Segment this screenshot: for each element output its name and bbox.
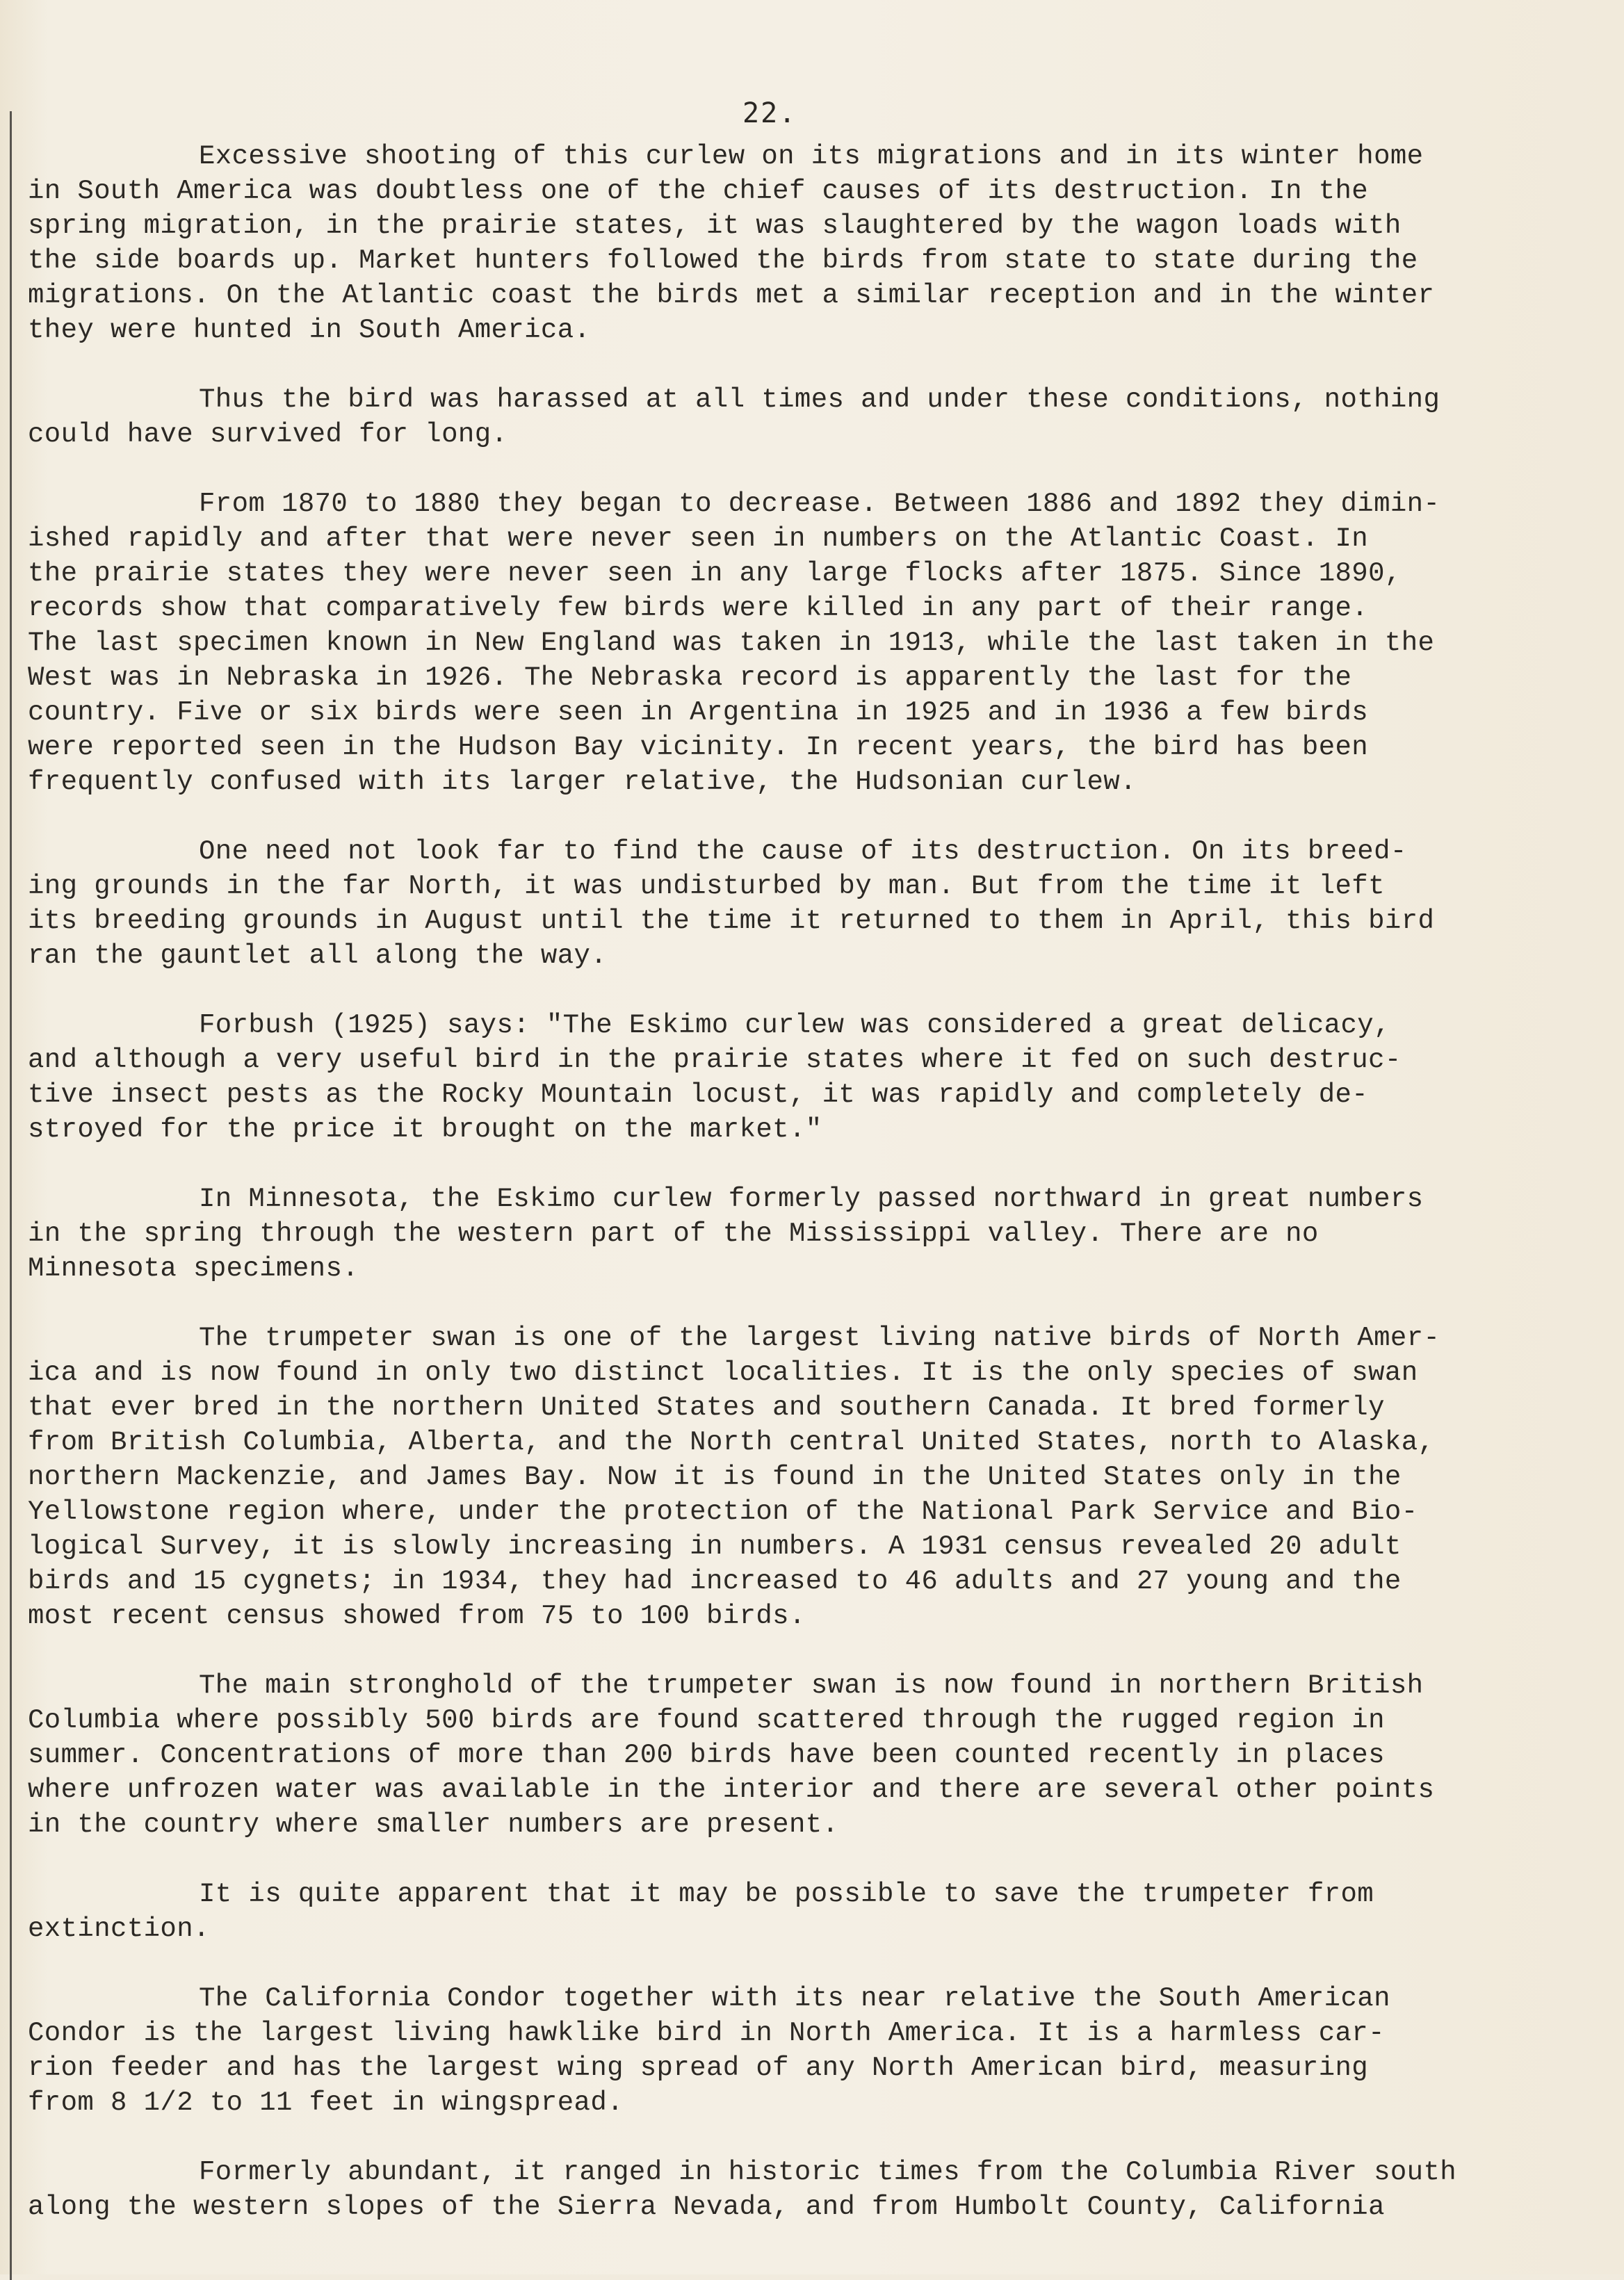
- text-line: its breeding grounds in August until the time it returned to them in April, this bird: [28, 906, 1435, 936]
- text-line: From 1870 to 1880 they began to decrease. Between 1886 and 1892 they dimin-: [199, 489, 1440, 519]
- text-line: where unfrozen water was available in the interior and there are several other points: [28, 1775, 1435, 1805]
- body-text: [28, 139, 1543, 2224]
- text-line: records show that comparatively few birds were killed in any part of their range.: [28, 593, 1369, 624]
- text-line: extinction.: [28, 1914, 210, 1944]
- text-line: One need not look far to find the cause of its destruction. On its breed-: [199, 836, 1407, 867]
- text-line: along the western slopes of the Sierra Nevada, and from Humbolt County, California: [28, 2192, 1385, 2222]
- text-line: summer. Concentrations of more than 200 birds have been counted recently in places: [28, 1740, 1385, 1770]
- text-line: stroyed for the price it brought on the market.": [28, 1114, 822, 1145]
- text-line: Excessive shooting of this curlew on its migrations and in its winter home: [199, 141, 1424, 172]
- text-line: It is quite apparent that it may be possible to save the trumpeter from: [199, 1879, 1374, 1909]
- paragraph-curlew-shooting: [28, 139, 1543, 348]
- text-line: Formerly abundant, it ranged in historic times from the Columbia River south: [199, 2157, 1457, 2188]
- text-line: The trumpeter swan is one of the largest living native birds of North Amer-: [199, 1323, 1440, 1353]
- text-line: could have survived for long.: [28, 419, 508, 450]
- text-line: from 8 1/2 to 11 feet in wingspread.: [28, 2087, 624, 2118]
- text-line: birds and 15 cygnets; in 1934, they had increased to 46 adults and 27 young and the: [28, 1566, 1402, 1597]
- text-line: Thus the bird was harassed at all times and under these conditions, nothing: [199, 384, 1440, 415]
- paragraph-trumpeter-swan: [28, 1321, 1543, 1634]
- paragraph-decline-timeline: [28, 487, 1543, 799]
- paragraph-cause-of-destruction: [28, 834, 1543, 973]
- paragraph-harassed: [28, 382, 1543, 452]
- text-line: The main stronghold of the trumpeter swan is now found in northern British: [199, 1670, 1424, 1701]
- text-line: most recent census showed from 75 to 100 birds.: [28, 1601, 806, 1631]
- text-line: The last specimen known in New England was taken in 1913, while the last taken in the: [28, 628, 1435, 658]
- text-line: northern Mackenzie, and James Bay. Now it is found in the United States only in the: [28, 1462, 1402, 1492]
- text-line: from British Columbia, Alberta, and the North central United States, north to Alaska,: [28, 1427, 1435, 1458]
- binding-edge-line: [10, 111, 12, 2280]
- paragraph-california-condor: [28, 1981, 1543, 2120]
- paragraph-swan-stronghold: [28, 1668, 1543, 1842]
- text-line: ished rapidly and after that were never seen in numbers on the Atlantic Coast. In: [28, 523, 1369, 554]
- text-line: In Minnesota, the Eskimo curlew formerly passed northward in great numbers: [199, 1184, 1424, 1214]
- text-line: spring migration, in the prairie states, it was slaughtered by the wagon loads with: [28, 211, 1402, 241]
- text-line: Forbush (1925) says: "The Eskimo curlew was considered a great delicacy,: [199, 1010, 1390, 1041]
- text-line: the side boards up. Market hunters followed the birds from state to state during the: [28, 245, 1418, 276]
- text-line: tive insect pests as the Rocky Mountain locust, it was rapidly and completely de-: [28, 1080, 1369, 1110]
- text-line: Condor is the largest living hawklike bird in North America. It is a harmless car-: [28, 2018, 1385, 2049]
- text-line: West was in Nebraska in 1926. The Nebraska record is apparently the last for the: [28, 662, 1352, 693]
- text-line: that ever bred in the northern United States and southern Canada. It bred formerly: [28, 1392, 1385, 1423]
- text-line: logical Survey, it is slowly increasing in numbers. A 1931 census revealed 20 adult: [28, 1531, 1402, 1562]
- text-line: were reported seen in the Hudson Bay vicinity. In recent years, the bird has been: [28, 732, 1369, 763]
- text-line: ran the gauntlet all along the way.: [28, 940, 608, 971]
- text-line: and although a very useful bird in the prairie states where it fed on such destruc-: [28, 1045, 1402, 1075]
- page-number: 22.: [742, 97, 797, 129]
- text-line: Columbia where possibly 500 birds are found scattered through the rugged region in: [28, 1705, 1385, 1736]
- paragraph-minnesota: [28, 1182, 1543, 1286]
- text-line: The California Condor together with its near relative the South American: [199, 1983, 1390, 2014]
- text-line: frequently confused with its larger relative, the Hudsonian curlew.: [28, 767, 1137, 797]
- text-line: ica and is now found in only two distinct localities. It is the only species of swan: [28, 1358, 1418, 1388]
- text-line: country. Five or six birds were seen in Argentina in 1925 and in 1936 a few birds: [28, 697, 1369, 728]
- text-line: Minnesota specimens.: [28, 1253, 359, 1284]
- paragraph-forbush-quote: [28, 1008, 1543, 1147]
- text-line: in the spring through the western part of the Mississippi valley. There are no: [28, 1219, 1319, 1249]
- paragraph-save-trumpeter: [28, 1877, 1543, 1946]
- text-line: rion feeder and has the largest wing spread of any North American bird, measuring: [28, 2053, 1369, 2083]
- text-line: they were hunted in South America.: [28, 315, 591, 345]
- text-line: Yellowstone region where, under the protection of the National Park Service and Bio-: [28, 1497, 1418, 1527]
- text-line: the prairie states they were never seen in any large flocks after 1875. Since 1890,: [28, 558, 1402, 589]
- paragraph-condor-range: [28, 2155, 1543, 2224]
- text-line: in South America was doubtless one of the chief causes of its destruction. In the: [28, 176, 1369, 206]
- text-line: in the country where smaller numbers are present.: [28, 1809, 839, 1840]
- text-line: ing grounds in the far North, it was undisturbed by man. But from the time it left: [28, 871, 1385, 902]
- text-line: migrations. On the Atlantic coast the birds met a similar reception and in the winter: [28, 280, 1435, 311]
